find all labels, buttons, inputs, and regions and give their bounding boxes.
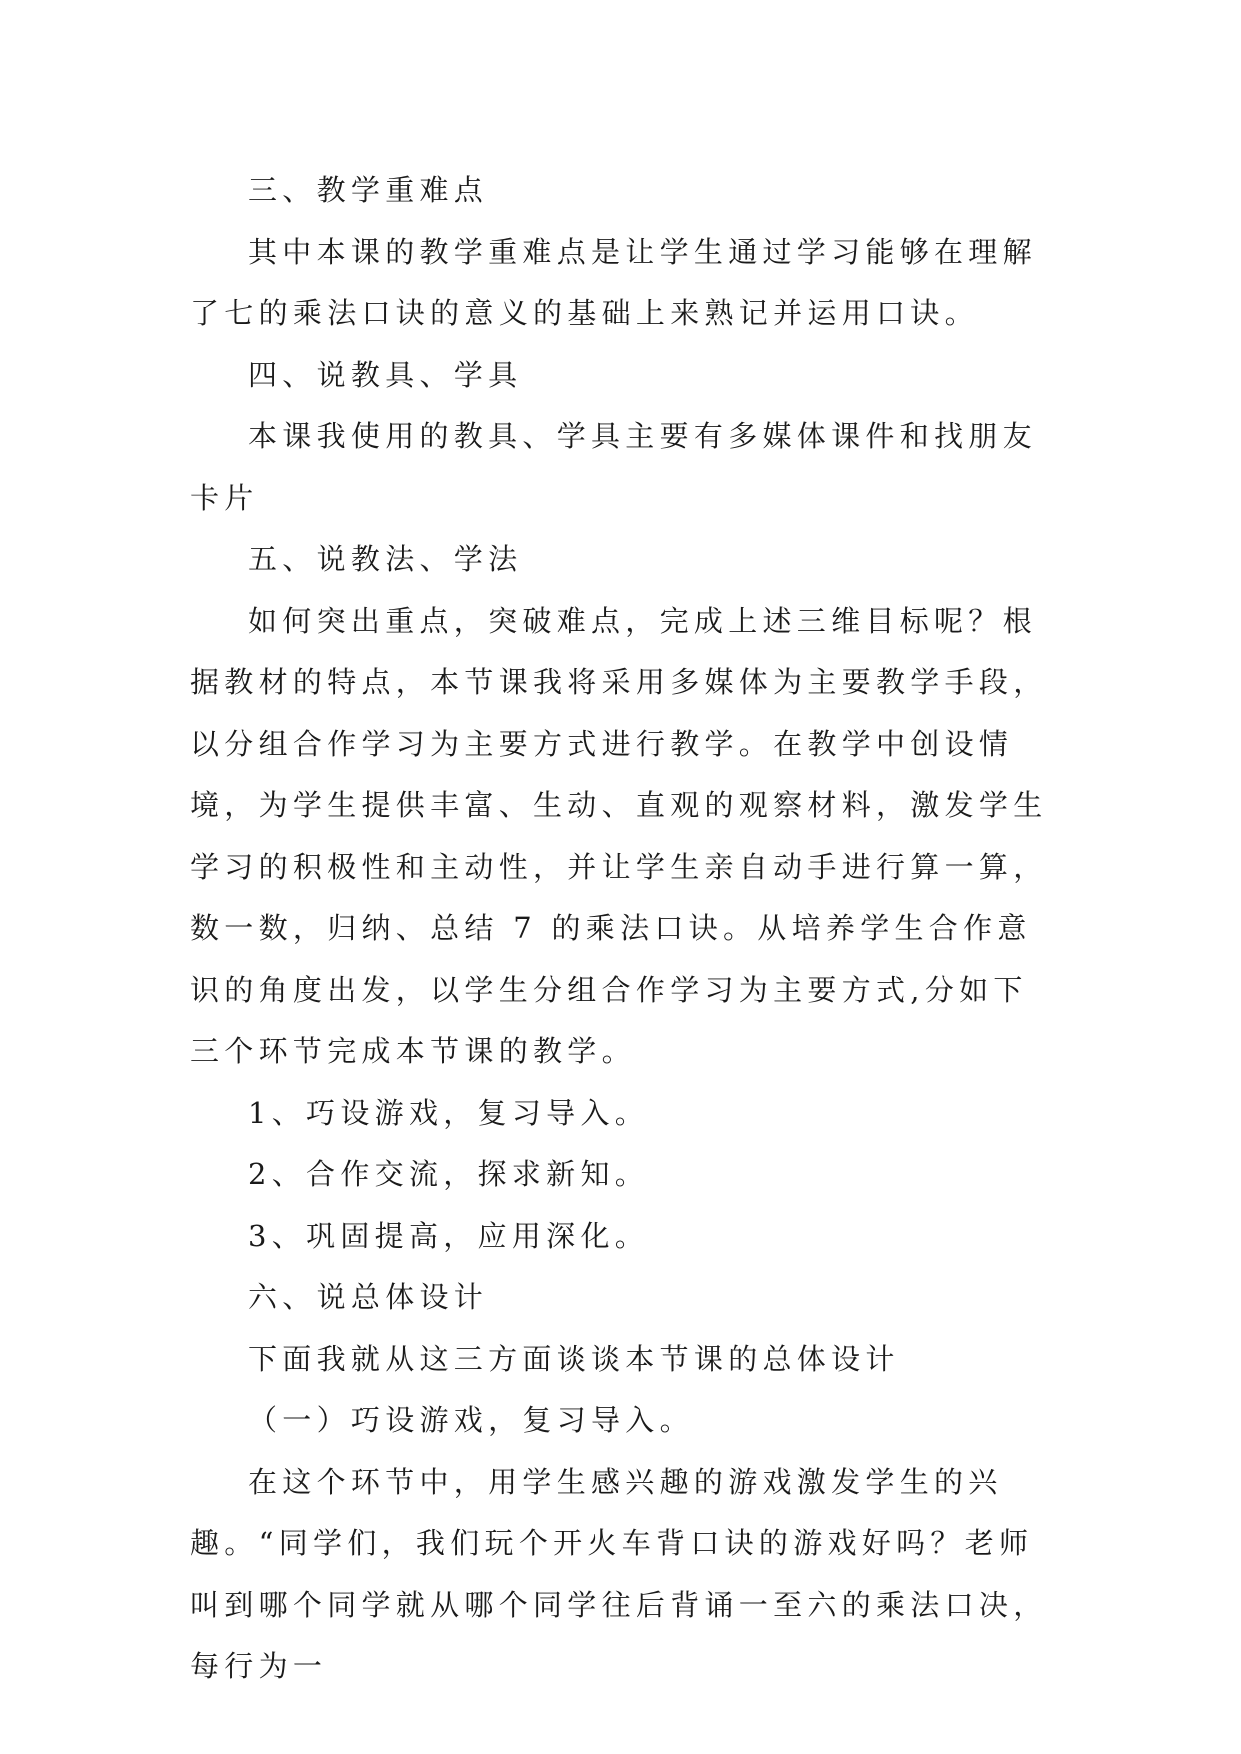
paragraph-game-intro: 在这个环节中，用学生感兴趣的游戏激发学生的兴趣。“同学们，我们玩个开火车背口诀的游戏好吗？老师叫到哪个同学就从哪个同学往后背诵一至六的乘法口决，每行为一: [190, 1464, 1048, 1683]
list-item-3: 3、巩固提高，应用深化。: [248, 1218, 650, 1253]
section-heading-5: 五、说教法、学法: [248, 542, 523, 576]
section-heading-4: 四、说教具、学具: [248, 357, 523, 392]
section-heading-6: 六、说总体设计: [248, 1280, 489, 1314]
paragraph-overall-design: 下面我就从这三方面谈谈本节课的总体设计: [248, 1341, 900, 1376]
paragraph-teaching-aids: 本课我使用的教具、学具主要有多媒体课件和找朋友卡片: [190, 419, 1037, 515]
subsection-heading-1: （一）巧设游戏，复习导入。: [248, 1403, 694, 1437]
paragraph-teaching-methods: 如何突出重点，突破难点，完成上述三维目标呢？根据教材的特点，本节课我将采用多媒体为主要教学手段，以分组合作学习为主要方式进行教学。在教学中创设情境，为学生提供丰富、生动、直观的观察材料，激发学生学习的积极性和主动性，并让学生亲自动手进行算一算，数一数，归纳、总结 7 的乘法口诀。从培养学生合作意识的角度出发，以学生分组合作学习为主要方式,分如下三个环节完成本节课的教学。: [190, 603, 1048, 1068]
paragraph-key-points: 其中本课的教学重难点是让学生通过学习能够在理解了七的乘法口诀的意义的基础上来熟记并运用口诀。: [190, 234, 1037, 330]
section-heading-3: 三、教学重难点: [248, 173, 489, 207]
document-body: [190, 160, 1060, 1698]
list-item-2: 2、合作交流，探求新知。: [248, 1157, 650, 1191]
list-item-1: 1、巧设游戏，复习导入。: [248, 1095, 650, 1130]
